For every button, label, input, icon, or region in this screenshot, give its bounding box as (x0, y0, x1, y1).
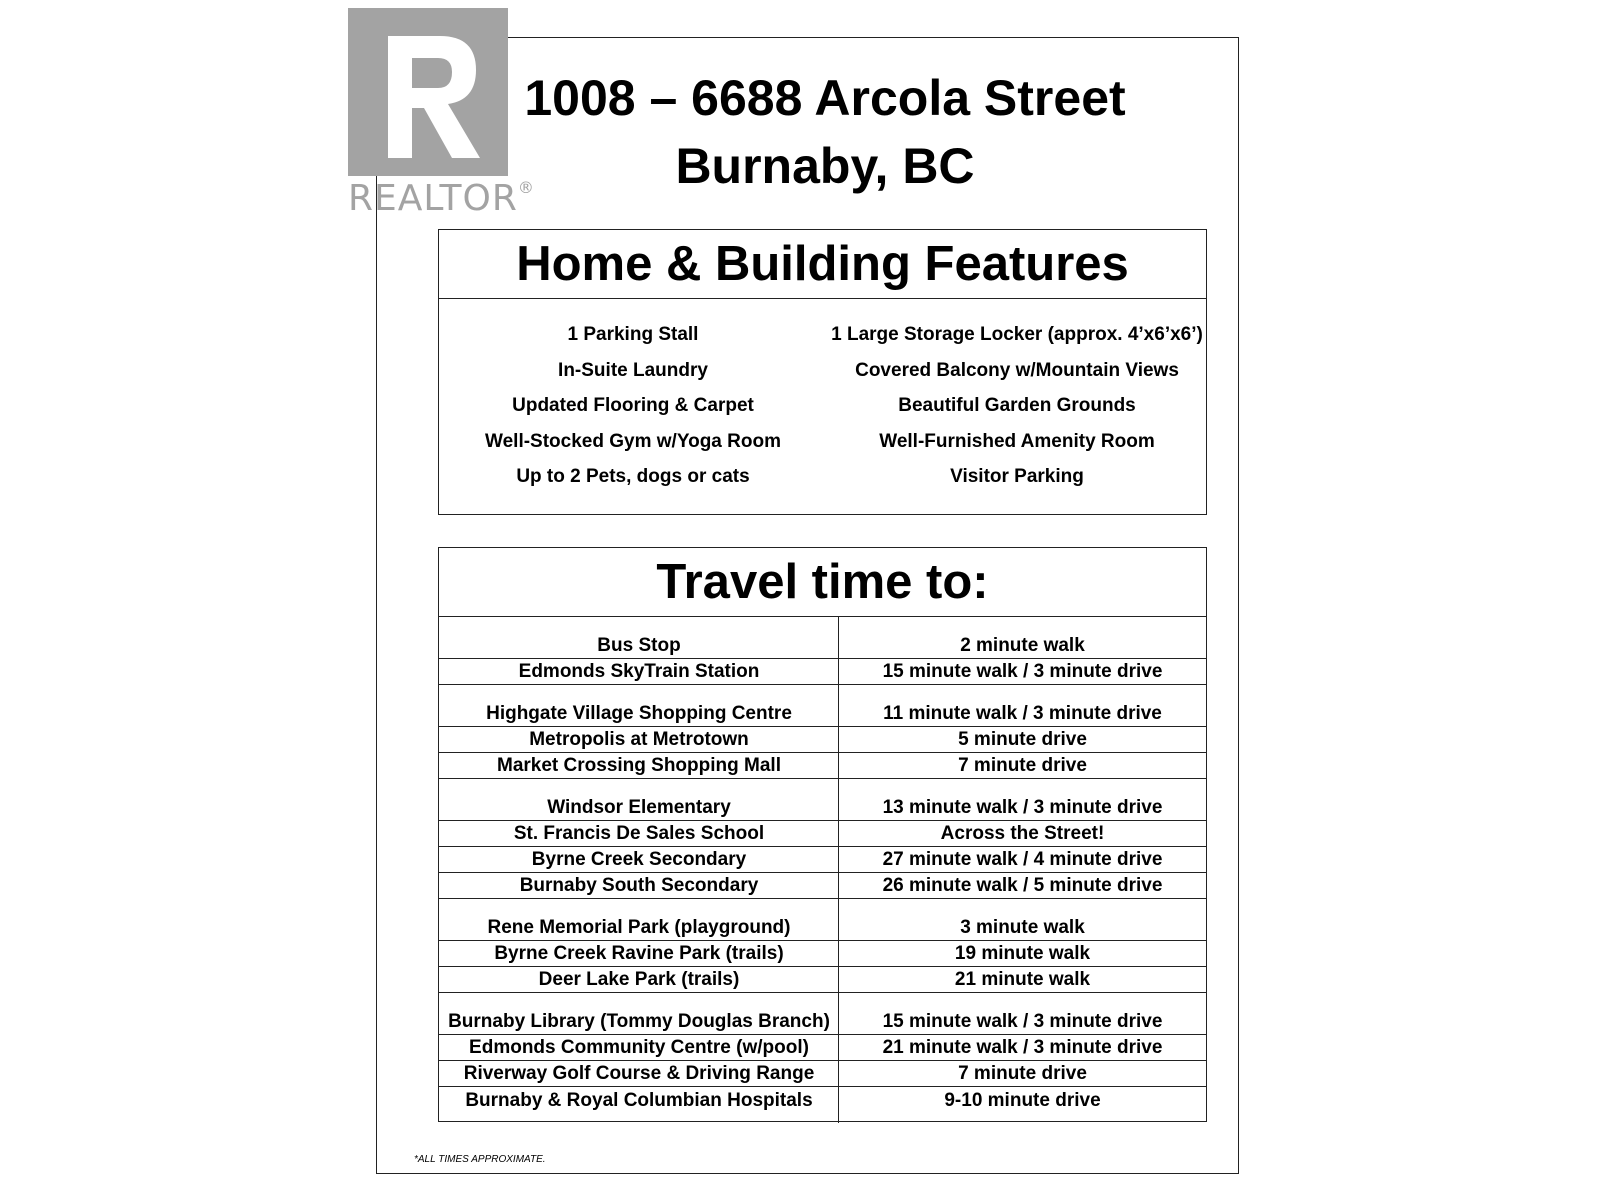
destination-cell: Riverway Golf Course & Driving Range (463, 1063, 815, 1084)
table-row (439, 847, 1206, 873)
features-heading: Home & Building Features (439, 230, 1206, 299)
travel-time-cell: 9-10 minute drive (944, 1090, 1101, 1111)
table-row (439, 727, 1206, 753)
table-row (439, 993, 1206, 1035)
destination-cell: Byrne Creek Ravine Park (trails) (494, 943, 784, 964)
destination-cell: Edmonds Community Centre (w/pool) (469, 1037, 809, 1058)
travel-time-cell: 11 minute walk / 3 minute drive (883, 703, 1162, 724)
travel-time-cell: 7 minute drive (958, 755, 1087, 776)
table-row (439, 873, 1206, 899)
table-row (439, 821, 1206, 847)
realtor-logo (348, 8, 535, 219)
table-row (439, 617, 1206, 659)
features-left-column (439, 321, 827, 499)
travel-time-cell: Across the Street! (940, 823, 1105, 844)
features-right-column (827, 321, 1207, 499)
table-row (439, 941, 1206, 967)
column-divider (838, 617, 839, 1123)
destination-cell: Rene Memorial Park (playground) (487, 917, 791, 938)
feature-item: Well-Furnished Amenity Room (879, 430, 1155, 452)
feature-item: Visitor Parking (950, 466, 1084, 487)
travel-time-cell: 3 minute walk (960, 917, 1085, 938)
table-row (439, 1035, 1206, 1061)
table-row (439, 967, 1206, 993)
destination-cell: Metropolis at Metrotown (529, 729, 749, 750)
property-address (500, 64, 1150, 200)
travel-time-cell: 13 minute walk / 3 minute drive (882, 797, 1163, 818)
feature-item: Covered Balcony w/Mountain Views (855, 359, 1179, 381)
travel-time-cell: 5 minute drive (958, 729, 1087, 750)
destination-cell: Highgate Village Shopping Centre (486, 703, 792, 724)
destination-cell: Edmonds SkyTrain Station (518, 661, 760, 682)
destination-cell: Burnaby Library (Tommy Douglas Branch) (448, 1011, 830, 1032)
destination-cell: Windsor Elementary (547, 797, 731, 818)
travel-time-cell: 15 minute walk / 3 minute drive (882, 1011, 1163, 1032)
destination-cell: Burnaby & Royal Columbian Hospitals (465, 1090, 813, 1111)
table-row (439, 1061, 1206, 1087)
table-row (439, 1087, 1206, 1113)
destination-cell: Byrne Creek Secondary (531, 849, 747, 870)
travel-time-cell: 21 minute walk / 3 minute drive (882, 1037, 1163, 1058)
travel-time-cell: 19 minute walk (954, 943, 1091, 964)
realtor-wordmark: REALTOR® (348, 178, 535, 219)
table-row (439, 753, 1206, 779)
feature-item: Updated Flooring & Carpet (512, 395, 754, 416)
travel-time-cell: 2 minute walk (960, 635, 1085, 656)
table-row (439, 659, 1206, 685)
address-line-1: 1008 – 6688 Arcola Street (524, 70, 1126, 126)
destination-cell: Burnaby South Secondary (519, 875, 759, 896)
feature-item: In-Suite Laundry (558, 359, 708, 381)
destination-cell: St. Francis De Sales School (513, 823, 765, 844)
features-box (438, 229, 1207, 515)
footnote: *ALL TIMES APPROXIMATE. (414, 1154, 546, 1165)
destination-cell: Deer Lake Park (trails) (538, 969, 740, 990)
destination-cell: Market Crossing Shopping Mall (497, 755, 781, 776)
travel-rows (439, 617, 1206, 1113)
travel-time-cell: 21 minute walk (954, 969, 1091, 990)
table-row (439, 779, 1206, 821)
address-line-2: Burnaby, BC (675, 138, 975, 194)
travel-time-table (438, 547, 1207, 1122)
feature-item: Beautiful Garden Grounds (898, 395, 1136, 416)
travel-time-cell: 27 minute walk / 4 minute drive (882, 849, 1163, 870)
travel-heading: Travel time to: (439, 548, 1206, 617)
travel-time-cell: 15 minute walk / 3 minute drive (882, 661, 1163, 682)
table-row (439, 685, 1206, 727)
feature-item: Up to 2 Pets, dogs or cats (516, 466, 750, 487)
destination-cell: Bus Stop (597, 635, 681, 656)
feature-item: 1 Parking Stall (567, 324, 699, 345)
feature-item: 1 Large Storage Locker (approx. 4’x6’x6’) (831, 324, 1203, 345)
feature-item: Well-Stocked Gym w/Yoga Room (485, 430, 781, 452)
realtor-r-icon (348, 8, 508, 176)
travel-time-cell: 7 minute drive (958, 1063, 1087, 1084)
travel-time-cell: 26 minute walk / 5 minute drive (882, 875, 1163, 896)
table-row (439, 899, 1206, 941)
